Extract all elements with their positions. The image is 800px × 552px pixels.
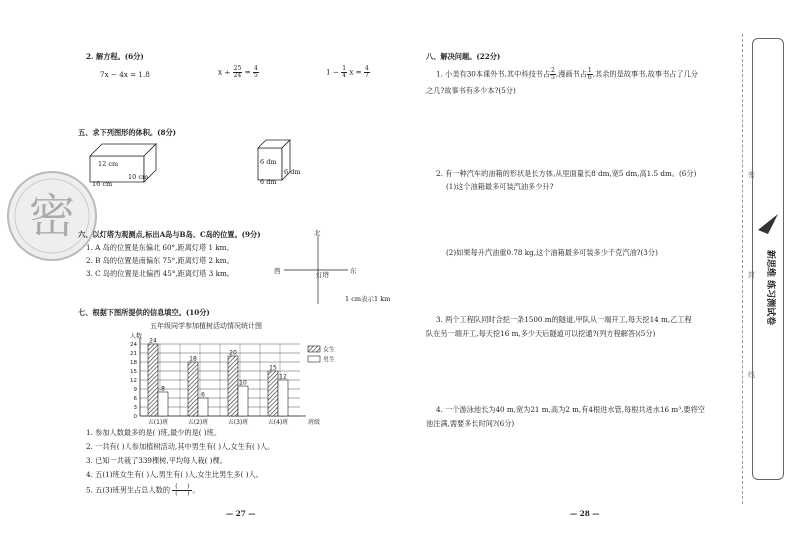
equation-2: x ÷ $\frac{25}{24}$ = $\frac{4}{5}$ (218, 65, 258, 79)
data-label: 18 (189, 355, 197, 363)
bar-chart (100, 330, 360, 430)
y-tick-label: 18 (130, 360, 137, 366)
bar-女生-五(3)班 (228, 356, 238, 416)
cube-figure-2 (256, 136, 316, 190)
y-tick-label: 6 (133, 396, 137, 402)
y-axis-label: 人数 (130, 333, 143, 340)
y-tick-label: 15 (130, 369, 137, 375)
s7-line-1: 1. 参加人数最多的是( )班,最少的是( )班。 (86, 428, 222, 437)
chart-title: 五年级同学参加植树活动情况统计图 (150, 322, 262, 330)
compass-east: 东 (350, 267, 357, 275)
problem4-line2: 池注满,需要多长时间?(6分) (426, 419, 515, 428)
y-tick-label: 9 (133, 387, 137, 393)
compass-north: 北 (314, 229, 321, 237)
data-label: 6 (201, 391, 205, 399)
box2-height-label: 6 dm (260, 158, 277, 166)
legend-label: 男生 (323, 356, 336, 364)
box1-height-label: 12 cm (98, 160, 119, 168)
svg-text:新思维 练习测试卷: 新思维 练习测试卷 (765, 250, 775, 326)
section7-title: 七、根据下图所提供的信息填空。(10分) (78, 308, 210, 317)
problem2-intro: 2. 有一种汽车的油箱的形状是长方体,从里面量长8 dm,宽5 dm,高1.5 dm。(6分) (436, 169, 697, 178)
legend-swatch (308, 346, 320, 352)
cuboid-figure-1 (88, 140, 168, 190)
data-label: 24 (149, 337, 157, 345)
margin-char-1: 密 (748, 171, 755, 179)
y-tick-label: 21 (130, 351, 137, 357)
section5-title: 五、求下列图形的体积。(8分) (78, 128, 177, 137)
problem4-line1: 4. 一个游泳池长为40 m,宽为21 m,高为2 m,有4根进水管,每根共进水16 m³,要将空 (436, 405, 705, 414)
problem2-part2: (2)如果每升汽油重0.78 kg,这个油箱最多可装多少千克汽油?(3分) (446, 248, 658, 257)
box1-length-label: 16 cm (92, 180, 113, 188)
y-tick-label: 24 (130, 342, 137, 348)
equation-3: 1 − $\frac{1}{4}$ x = $\frac{4}{7}$ (326, 65, 369, 79)
bar-男生-五(3)班 (238, 386, 248, 416)
s7-line-2: 2. 一共有( )人参加植树活动,其中男生有( )人,女生有( )人。 (86, 442, 275, 451)
s7-line-4: 4. 五(1)班女生有( )人,男生有( )人,女生比男生多( )人。 (86, 470, 263, 479)
left-page-number: — 27 — (226, 509, 256, 518)
legend-label: 女生 (323, 346, 336, 354)
bar-女生-五(4)班 (268, 371, 278, 416)
x-axis-label: 班级 (308, 419, 321, 426)
x-tick-label: 五(1)班 (147, 419, 169, 426)
y-tick-label: 12 (130, 378, 137, 384)
bar-男生-五(1)班 (158, 392, 168, 416)
problem3-line2: 队在另一端开工,每天挖16 m,多少天后隧道可以挖通?(列方程解答)(5分) (426, 329, 656, 338)
equation-1: 7x − 4x = 1.8 (100, 70, 150, 79)
binding-margin (742, 34, 744, 504)
s6-line-2: 2. B 岛的位置是南偏东 75°,距离灯塔 2 km。 (86, 256, 234, 265)
x-tick-label: 五(4)班 (267, 419, 289, 426)
problem1-line1: 1. 小美有30本课外书,其中科技书占 $\frac{2}{5}$ ,漫画书占 $\frac{1}{6}$ ,其余的是故事书,故事书占了几分 (436, 67, 698, 81)
bar-女生-五(1)班 (148, 344, 158, 416)
data-label: 20 (229, 349, 237, 357)
brand-logo (754, 210, 782, 350)
problem3-line1: 3. 两个工程队同时合挖一条1500 m的隧道,甲队从一端开工,每天挖14 m,乙工程 (436, 315, 692, 324)
y-tick-label: 3 (133, 405, 137, 411)
bar-男生-五(4)班 (278, 380, 288, 416)
section8-title: 八、解决问题。(22分) (426, 52, 501, 61)
data-label: 12 (279, 373, 287, 381)
bar-男生-五(2)班 (198, 398, 208, 416)
s7-line-5: 5. 五(3)班男生占总人数的 ( ) ( ) 。 (86, 483, 200, 497)
data-label: 8 (161, 385, 165, 393)
data-label: 10 (239, 379, 247, 387)
s7-line-3: 3. 已知一共栽了339棵树,平均每人栽( )棵。 (86, 456, 227, 465)
compass-lighthouse: 灯塔 (316, 271, 329, 279)
margin-char-2: 封 (748, 271, 755, 279)
bar-女生-五(2)班 (188, 362, 198, 416)
problem1-line2: 之几?故事书有多少本?(5分) (426, 86, 516, 95)
q2-title: 2. 解方程。(6分) (86, 52, 144, 61)
legend-swatch (308, 356, 320, 362)
y-tick-label: 0 (133, 414, 137, 420)
x-tick-label: 五(3)班 (227, 419, 249, 426)
box1-width-label: 10 cm (128, 173, 149, 181)
section6-title: 六、以灯塔为观测点,标出A岛与B岛、C岛的位置。(9分) (78, 230, 261, 239)
box2-length-label: 6 dm (260, 178, 277, 186)
s6-line-1: 1. A 岛的位置是东偏北 60°,距离灯塔 1 km。 (86, 243, 234, 252)
box2-width-label: 6 dm (284, 168, 301, 176)
x-tick-label: 五(2)班 (187, 419, 209, 426)
problem2-part1: (1)这个油箱最多可装汽油多少升? (446, 182, 554, 191)
scale-note: 1 cm表示1 km (345, 295, 391, 303)
data-label: 15 (269, 364, 277, 372)
compass-west: 西 (274, 267, 281, 275)
right-page-number: — 28 — (570, 509, 600, 518)
svg-text:密: 密 (29, 189, 75, 243)
margin-char-3: 线 (748, 371, 755, 379)
s6-line-3: 3. C 岛的位置是北偏西 45°,距离灯塔 3 km。 (86, 269, 234, 278)
